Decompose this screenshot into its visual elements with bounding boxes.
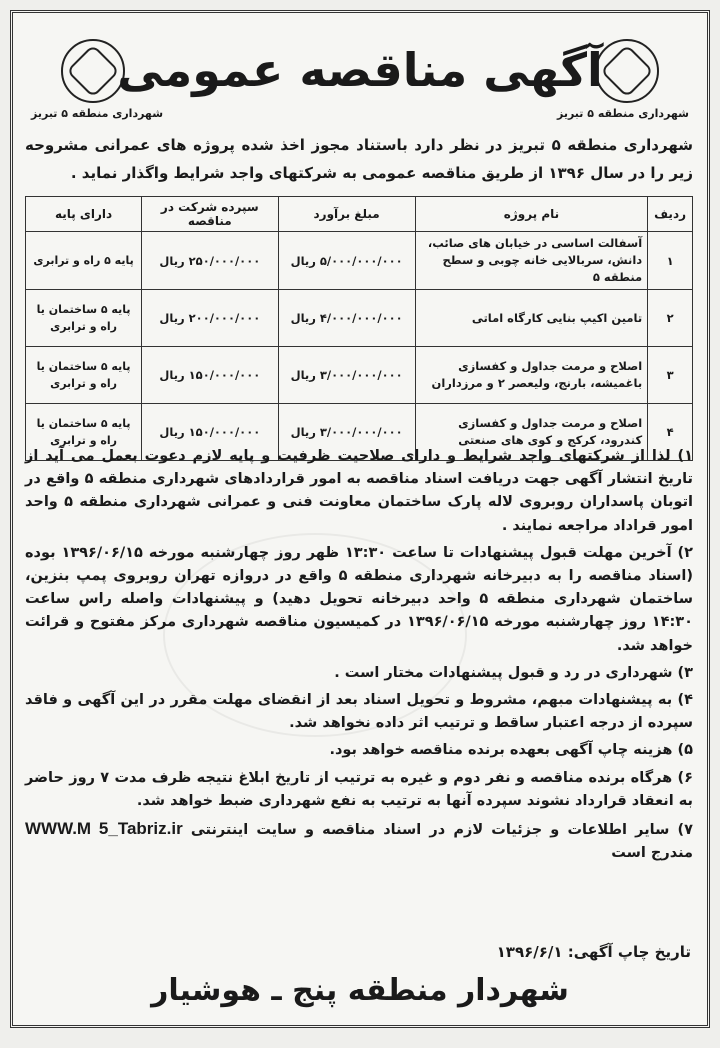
header-project-name: نام پروژه — [415, 197, 647, 232]
clause-7-text: ۷) سایر اطلاعات و جزئیات لازم در اسناد مناقصه و سایت اینترنتی — [190, 822, 693, 839]
clause-6: ۶) هرگاه برنده مناقصه و نفر دوم و غیره به ترتیب از تاریخ ابلاغ نتیجه ظرف مدت ۷ روز حاضر به انعقاد قرارداد نشوند سپرده آنها به ترتیب به نفع شهرداری ضبط خواهد شد. — [25, 769, 694, 809]
cell-grade: پایه ۵ ساختمان یا راه و ترابری — [26, 290, 142, 347]
clause-7 — [25, 817, 693, 865]
table-row — [26, 290, 693, 347]
cell-estimate: ۳/۰۰۰/۰۰۰/۰۰۰ ریال — [278, 347, 415, 404]
cell-estimate: ۳/۰۰۰/۰۰۰/۰۰۰ ریال — [278, 404, 415, 461]
clause-3: ۳) شهرداری در رد و قبول پیشنهادات مختار است . — [334, 664, 693, 681]
cell-row-number: ۴ — [648, 404, 693, 461]
cell-row-number: ۱ — [648, 232, 693, 290]
cell-grade: پایه ۵ راه و ترابری — [26, 232, 142, 290]
header — [23, 25, 697, 130]
page-title: آگهی مناقصه عمومی — [117, 43, 603, 97]
table-header-row — [26, 197, 693, 232]
cell-estimate: ۵/۰۰۰/۰۰۰/۰۰۰ ریال — [278, 232, 415, 290]
header-deposit: سپرده شرکت در مناقصه — [142, 197, 278, 232]
cell-deposit: ۱۵۰/۰۰۰/۰۰۰ ریال — [142, 404, 278, 461]
intro-paragraph: شهرداری منطقه ۵ تبریز در نظر دارد باستناد مجوز اخذ شده پروژه های عمرانی مشروحه زیر را در سال ۱۳۹۶ از طریق مناقصه عمومی به شرکتهای واجد شرایط واگذار نماید . — [25, 136, 693, 182]
table-row — [26, 347, 693, 404]
tender-notice — [10, 10, 710, 1028]
header-grade: دارای پایه — [26, 197, 142, 232]
mayor-signature: شهردار منطقه پنج ـ هوشیار — [151, 973, 569, 1008]
clause-5: ۵) هزینه چاپ آگهی بعهده برنده مناقصه خواهد بود. — [329, 742, 693, 759]
cell-project-name: تامین اکیپ بنایی کارگاه اماتی — [415, 290, 647, 347]
clauses — [25, 445, 693, 865]
org-name-left: شهرداری منطقه ۵ تبریز — [31, 107, 164, 120]
clause-4: ۴) به پیشنهادات مبهم، مشروط و تحویل اسناد بعد از انقضای مهلت مقرر در این آگهی و فاقد سپرده از درجه اعتبار ساقط و ترتیب اثر داده نخواهد شد. — [25, 692, 693, 732]
org-name-right: شهرداری منطقه ۵ تبریز — [556, 107, 689, 120]
cell-deposit: ۲۵۰/۰۰۰/۰۰۰ ریال — [142, 232, 278, 290]
cell-estimate: ۴/۰۰۰/۰۰۰/۰۰۰ ریال — [278, 290, 415, 347]
cell-grade: پایه ۵ ساختمان یا راه و ترابری — [26, 347, 142, 404]
table-row — [26, 232, 693, 290]
cell-row-number: ۲ — [648, 290, 693, 347]
header-estimate: مبلغ برآورد — [278, 197, 415, 232]
cell-grade: پایه ۵ ساختمان یا راه و ترابری — [26, 404, 142, 461]
cell-project-name: اصلاح و مرمت جداول و کفسازی باغمیشه، بارنج، ولیعصر ۲ و مرزداران — [415, 347, 647, 404]
cell-project-name: آسفالت اساسی در خیابان های صائب، دانش، سربالایی خانه چوبی و سطح منطقه ۵ — [415, 232, 647, 290]
clause-7-suffix: مندرج است — [611, 845, 693, 862]
cell-row-number: ۳ — [648, 347, 693, 404]
header-row-number: ردیف — [648, 197, 693, 232]
cell-project-name: اصلاح و مرمت جداول و کفسازی کندرود، کرکج و کوی های صنعتی — [415, 404, 647, 461]
projects-table — [25, 196, 693, 461]
print-date: تاریخ چاپ آگهی: ۱۳۹۶/۶/۱ — [496, 943, 691, 961]
clause-2: ۲) آخرین مهلت قبول پیشنهادات تا ساعت ۱۳:۳۰ ظهر روز چهارشنبه مورخه ۱۳۹۶/۰۶/۱۵ بوده (اسناد مناقصه را به دبیرخانه شهرداری منطقه ۵ واقع در دروازه تهران روبروی پمپ بنزین، ساختمان شهرداری منطقه ۵ واحد دبیرخانه تحویل دهید) و پیشنهادات واصله راس ساعت ۱۴:۳۰ روز چهارشنبه مورخه ۱۳۹۶/۰۶/۱۵ در کمیسیون مناقصه شهرداری مرکز مفتوح و قرائت خواهد شد. — [25, 544, 693, 654]
website-link[interactable]: WWW.M 5_Tabriz.ir — [25, 819, 183, 839]
cell-deposit: ۱۵۰/۰۰۰/۰۰۰ ریال — [142, 347, 278, 404]
cell-deposit: ۲۰۰/۰۰۰/۰۰۰ ریال — [142, 290, 278, 347]
clause-1: ۱) لذا از شرکتهای واجد شرایط و دارای صلاحیت ظرفیت و پایه لازم دعوت بعمل می آید از تاریخ انتشار آگهی جهت دریافت اسناد مناقصه به امور قراردادهای شهرداری منطقه ۵ واقع در اتوبان پاسداران روبروی لاله پارک ساختمان معاونت فنی و عمرانی شهرداری منطقه ۵ واحد امور قراداد مراجعه نمایند . — [25, 448, 694, 534]
